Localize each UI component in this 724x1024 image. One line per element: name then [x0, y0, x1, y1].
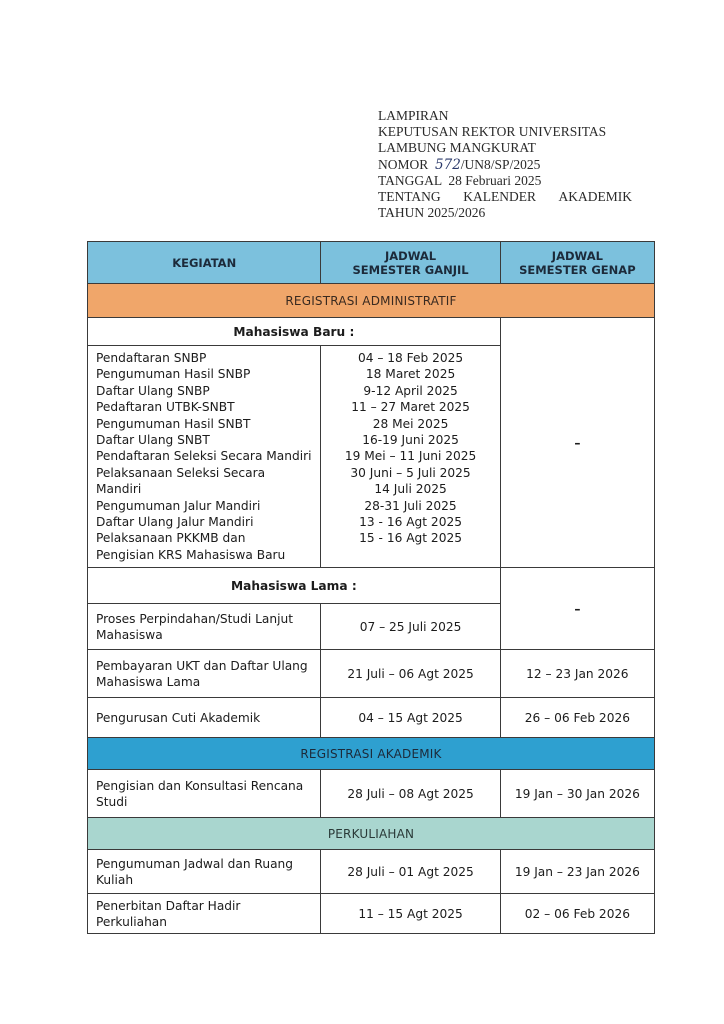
- list-item: Pengisian KRS Mahasiswa Baru: [96, 547, 286, 562]
- ganjil-cell: 28 Juli – 08 Agt 2025: [321, 770, 500, 818]
- section-registrasi-akademik: [88, 738, 655, 770]
- kegiatan-cell: Pembayaran UKT dan Daftar Ulang Mahasiswa Lama: [88, 650, 321, 698]
- list-item: Daftar Ulang SNBT: [96, 433, 210, 448]
- nomor-handwritten-number: 572: [435, 156, 461, 173]
- tentang-word-1: TENTANG: [378, 189, 441, 205]
- list-item: Daftar Ulang SNBP: [96, 383, 210, 398]
- academic-calendar-table: [87, 241, 655, 934]
- table-row: [88, 568, 655, 604]
- list-item: 04 – 18 Feb 2025: [357, 351, 464, 365]
- list-item: 9-12 April 2025: [363, 383, 458, 398]
- header-semester-ganjil: JADWAL SEMESTER GANJIL: [321, 242, 500, 284]
- mahasiswa-baru-ganjil-list: [321, 346, 500, 568]
- ganjil-cell: 07 – 25 Juli 2025: [321, 604, 500, 650]
- list-item: 18 Maret 2025: [365, 367, 456, 382]
- genap-cell: 19 Jan – 30 Jan 2026: [500, 770, 654, 818]
- list-item: 15 - 16 Agt 2025: [359, 531, 462, 546]
- kegiatan-cell: Pengurusan Cuti Akademik: [88, 698, 321, 738]
- kegiatan-cell: Proses Perpindahan/Studi Lanjut Mahasiswa: [88, 604, 321, 650]
- list-item: Daftar Ulang Jalur Mandiri: [96, 515, 254, 530]
- ganjil-cell: 28 Juli – 01 Agt 2025: [321, 850, 500, 894]
- section-title: REGISTRASI ADMINISTRATIF: [88, 284, 655, 318]
- mahasiswa-lama-title: Mahasiswa Lama :: [88, 568, 501, 604]
- nomor-label: NOMOR: [378, 156, 429, 172]
- table-row: [88, 698, 655, 738]
- list-item: Pendaftaran SNBP: [96, 351, 207, 365]
- table-row: [88, 318, 655, 346]
- genap-cell: 26 – 06 Feb 2026: [500, 698, 654, 738]
- nomor-suffix: /UN8/SP/2025: [460, 156, 541, 172]
- list-item: 13 - 16 Agt 2025: [359, 515, 462, 530]
- list-item: 28 Mei 2025: [372, 416, 449, 431]
- kegiatan-cell: Penerbitan Daftar Hadir Perkuliahan: [88, 894, 321, 934]
- list-item: 14 Juli 2025: [374, 482, 447, 497]
- table-row: [88, 650, 655, 698]
- section-title: PERKULIAHAN: [88, 818, 655, 850]
- header-lampiran: LAMPIRAN: [378, 108, 449, 123]
- kegiatan-cell: Pengisian dan Konsultasi Rencana Studi: [88, 770, 321, 818]
- table-row: [88, 850, 655, 894]
- mahasiswa-baru-genap: –: [500, 318, 654, 568]
- list-item: 11 – 27 Maret 2025: [351, 400, 470, 415]
- ganjil-cell: 04 – 15 Agt 2025: [321, 698, 500, 738]
- kegiatan-cell: Pengumuman Jadwal dan Ruang Kuliah: [88, 850, 321, 894]
- list-item: Pedaftaran UTBK-SNBT: [96, 400, 235, 415]
- header-universitas: LAMBUNG MANGKURAT: [378, 140, 536, 156]
- list-item: Pengumuman Jalur Mandiri: [96, 498, 261, 513]
- section-perkuliahan: [88, 818, 655, 850]
- mahasiswa-baru-kegiatan-list: [88, 346, 321, 568]
- header-semester-genap: JADWAL SEMESTER GENAP: [500, 242, 654, 284]
- list-item: 19 Mei – 11 Juni 2025: [344, 449, 477, 464]
- header-tanggal: TANGGAL 28 Februari 2025: [378, 172, 542, 188]
- header-tentang: [378, 189, 632, 205]
- header-tahun: TAHUN 2025/2026: [378, 205, 486, 221]
- header-kegiatan: KEGIATAN: [88, 242, 321, 284]
- mahasiswa-lama-genap-0: –: [500, 568, 654, 650]
- list-item: Pengumuman Hasil SNBT: [96, 416, 251, 431]
- decree-header: [378, 108, 632, 221]
- ganjil-cell: 11 – 15 Agt 2025: [321, 894, 500, 934]
- genap-cell: 19 Jan – 23 Jan 2026: [500, 850, 654, 894]
- list-item: Pengumuman Hasil SNBP: [96, 367, 251, 382]
- table-row: [88, 770, 655, 818]
- list-item: 30 Juni – 5 Juli 2025: [350, 465, 471, 480]
- list-item: Pelaksanaan PKKMB dan: [96, 531, 246, 546]
- section-title: REGISTRASI AKADEMIK: [88, 738, 655, 770]
- mahasiswa-baru-title: Mahasiswa Baru :: [88, 318, 501, 346]
- list-item: 16-19 Juni 2025: [362, 433, 459, 448]
- list-item: Pelaksanaan Seleksi Secara Mandiri: [96, 465, 266, 497]
- list-item: 28-31 Juli 2025: [364, 498, 457, 513]
- tentang-word-2: KALENDER: [463, 189, 536, 205]
- table-header-row: [88, 242, 655, 284]
- genap-cell: 02 – 06 Feb 2026: [500, 894, 654, 934]
- section-registrasi-administratif: [88, 284, 655, 318]
- header-keputusan: KEPUTUSAN REKTOR UNIVERSITAS: [378, 124, 607, 140]
- list-item: Pendaftaran Seleksi Secara Mandiri: [96, 449, 312, 464]
- genap-cell: 12 – 23 Jan 2026: [500, 650, 654, 698]
- tentang-word-3: AKADEMIK: [558, 189, 632, 205]
- ganjil-cell: 21 Juli – 06 Agt 2025: [321, 650, 500, 698]
- header-nomor: [378, 157, 632, 173]
- table-row: [88, 894, 655, 934]
